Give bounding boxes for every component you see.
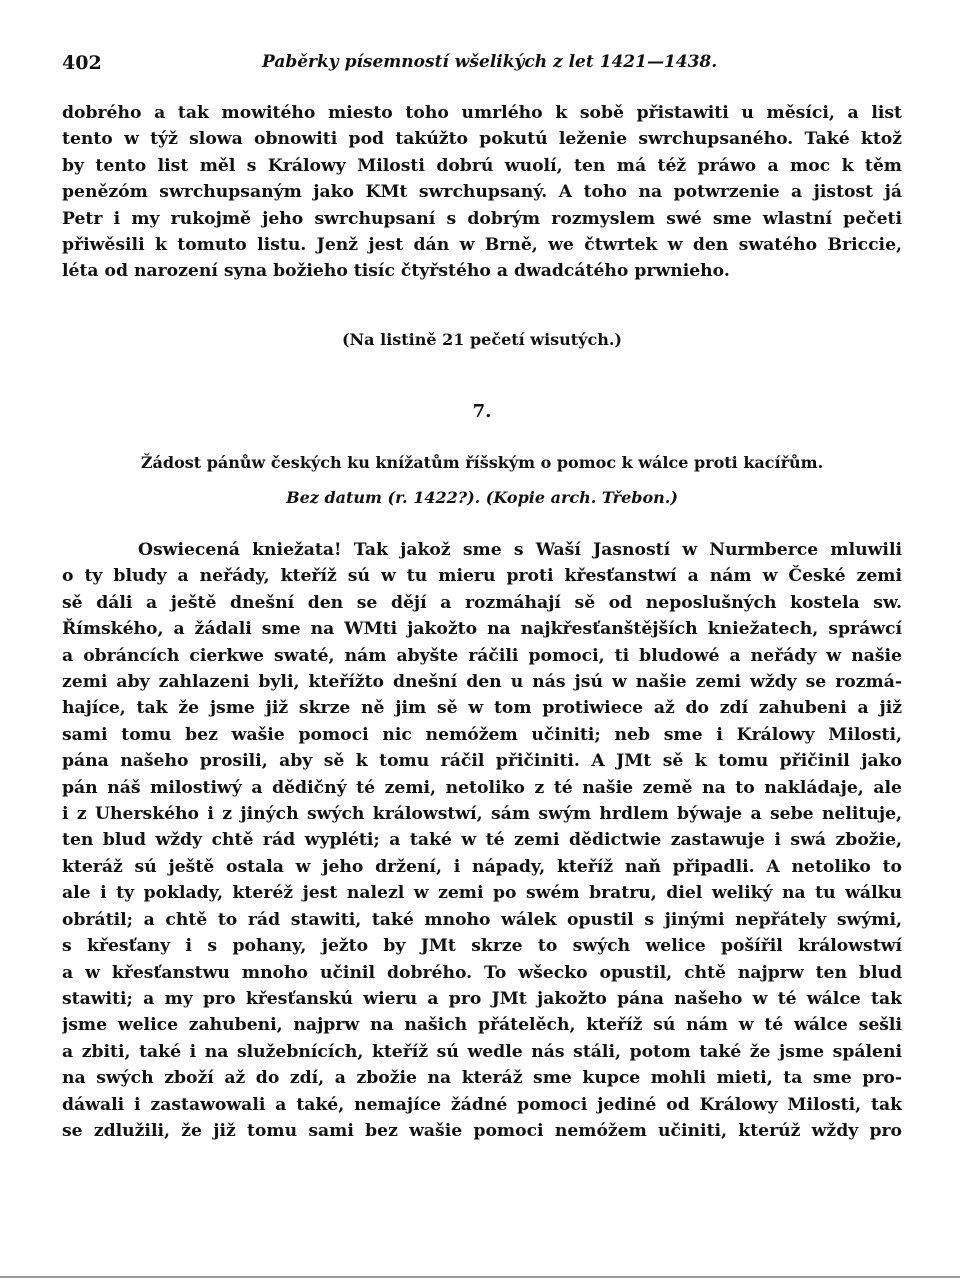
text-line: léta od narození syna božieho tisíc čtyřstého a dwadcátého prwnieho. bbox=[62, 261, 730, 282]
text-line: se zdlužili, že již tomu sami bez wašie pomoci nemóžem učiniti, kterúž wždy pro bbox=[62, 1120, 902, 1141]
paragraph-letter-body bbox=[62, 537, 902, 1144]
text-line: dáwali i zastawowali a také, nemajíce žádné pomoci jediné od Králowy Milosti, tak bbox=[62, 1094, 902, 1115]
text-line: přiwěsili k tomuto listu. Jenž jest dán w Brně, we čtwrtek w den swatého Briccie, bbox=[62, 235, 902, 256]
text-line: sami tomu bez wašie pomoci nic nemóžem učiniti; neb sme i Králowy Milosti, bbox=[62, 724, 902, 745]
text-line: tento w týž slowa obnowiti pod takúžto pokutú leženie swrchupsaného. Také ktož bbox=[62, 129, 902, 150]
text-line: a obráncích cierkwe swaté, nám abyšte ráčili pomoci, ti bludowé a neřády w našie bbox=[62, 645, 902, 666]
text-line: s křesťany i s pohany, ježto by JMt skrze to swých welice pošířil králowstwí bbox=[62, 936, 902, 957]
text-line: obrátil; a chtě to rád stawiti, také mnoho wálek opustil s jinými nepřátely swými, bbox=[62, 909, 902, 930]
text-line: jsme welice zahubeni, najprw na našich přátelěch, kteříž sú nám w té wálce sešli bbox=[62, 1015, 902, 1036]
text-line: zemi aby zahlazeni byli, kteřížto dnešní den u nás jsú w našie zemi wždy se rozmá- bbox=[62, 672, 902, 693]
running-title: Paběrky písemností wšelikých z let 1421—1438. bbox=[262, 52, 718, 72]
section-source-note: Bez datum (r. 1422?). (Kopie arch. Třebon.) bbox=[286, 488, 678, 507]
text-line: Petr i my rukojmě jeho swrchupsaní s dobrým rozmyslem swé sme wlastní pečeti bbox=[62, 208, 902, 229]
section-title: Žádost pánůw českých ku knížatům říšským o pomoc k wálce proti kacířům. bbox=[140, 453, 824, 472]
paragraph-charter-ending bbox=[62, 100, 902, 285]
section-number: 7. bbox=[472, 401, 492, 422]
text-line: sě dáli a ještě dnešní den se dějí a rozmáhají sě od neposlušných kostela sw. bbox=[62, 592, 902, 613]
text-line: ale i ty poklady, kteréž jest nalezl w zemi po swém bratru, diel weliký na tu wálku bbox=[62, 883, 902, 904]
running-head bbox=[62, 52, 902, 82]
text-line: a w křesťanstwu mnoho učinil dobrého. To wšecko opustil, chtě najprw ten blud bbox=[62, 962, 902, 983]
text-line: stawiti; a my pro křesťanskú wieru a pro JMt jakožto pána našeho w té wálce tak bbox=[62, 988, 902, 1009]
text-line: pána našeho prosili, aby sě k tomu ráčil přičiniti. A JMt sě k tomu přičinil jako bbox=[62, 751, 902, 772]
text-line: na swých zboží až do zdí, a zbožie na kteráž sme kupce mohli mieti, ta sme pro- bbox=[62, 1068, 902, 1089]
text-line: kteráž sú ještě ostala w jeho držení, i nápady, kteříž naň připadli. A netoliko to bbox=[62, 856, 902, 877]
text-line: dobrého a tak mowitého miesto toho umrlého k sobě přistawiti u měsíci, a list bbox=[62, 103, 902, 123]
text-line: Římského, a žádali sme na WMti jakožto na najkřesťanštějších kniežatech, spráwcí bbox=[62, 619, 902, 640]
text-line: Oswiecená kniežata! Tak jakož sme s Waší Jasností w Nurmberce mluwili bbox=[138, 540, 902, 560]
text-line: by tento list měl s Králowy Milosti dobrú wuolí, ten má též práwo a moc k těm bbox=[62, 155, 902, 176]
page-number: 402 bbox=[62, 52, 102, 74]
text-line: hajíce, tak že jsme již skrze ně jim sě w tom protiwiece až do zdí zahubeni a již bbox=[62, 698, 902, 719]
page-bottom-edge bbox=[0, 1276, 960, 1278]
text-line: penězóm swrchupsaným jako KMt swrchupsaný. A toho na potwrzenie a jistost já bbox=[62, 182, 902, 203]
text-line: o ty bludy a neřády, kteříž sú w tu mieru proti křesťanstwí a nám w České zemi bbox=[62, 566, 902, 587]
text-line: a zbiti, také i na služebnících, kteříž sú wedle nás stáli, potom také že jsme spáleni bbox=[62, 1041, 902, 1062]
text-line: ten blud wždy chtě rád wypléti; a také w té zemi dědictwie zastawuje i swá zbožie, bbox=[62, 830, 902, 851]
text-line: pán náš milostiwý a dědičný té zemi, netoliko z té našie země na to nakládaje, ale bbox=[62, 777, 902, 798]
text-line: i z Uherského i z jiných swých králowstwí, sám swým hrdlem býwaje a sebe nelituje, bbox=[62, 804, 902, 825]
seal-note: (Na listině 21 pečetí wisutých.) bbox=[341, 330, 622, 349]
